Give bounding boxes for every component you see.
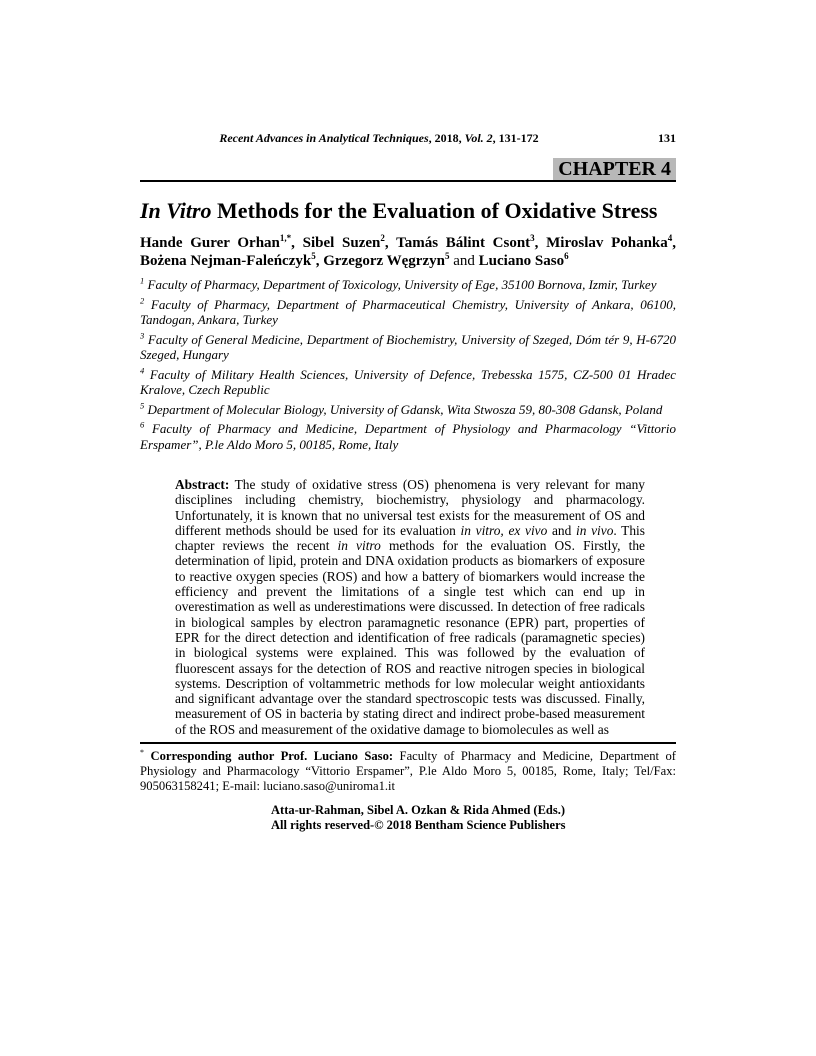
affiliation: $^1$ Faculty of Pharmacy, Department of Toxicology, University of Ege, 35100 Bornova, Izmir, Turkey xyxy=(140,275,657,292)
page-content xyxy=(140,0,676,832)
author: Hande Gurer Orhan$^{1,*}$ xyxy=(140,233,292,251)
abstract-paragraph: Abstract: The study of oxidative stress (OS) phenomena is very relevant for many disciplines including chemistry, biochemistry, physiology and pharmacology. Unfortunately, it is known that no universal test exists for the measurement of OS and different methods should be used for its evaluation in vitro, ex vivo and in vivo. This chapter reviews the recent in vitro methods for the evaluation OS. Firstly, the determination of lipid, protein and DNA oxidation products as biomarkers of exposure to reactive oxygen species (ROS) and how a battery of biomarkers would increase the efficiency and prevent the limitations of a single test which can end up in overestimation as well as underestimations were discussed. In detection of free radicals in biological samples by electron paramagnetic resonance (EPR) part, properties of EPR for the direct detection and identification of free radicals (paramagnetic species) in biological systems were explained. This was followed by the evaluation of fluorescent assays for the detection of ROS and reactive nitrogen species in biological systems. Description of voltammetric methods for low molecular weight antioxidants and significant advantage over the standard spectroscopic tests was discussed. Finally, measurement of OS in bacteria by stating direct and indirect probe-based measurement of the ROS and measurement of the oxidative damage to biomolecules as well as xyxy=(175,477,645,737)
chapter-badge: CHAPTER 4 xyxy=(553,158,676,180)
affiliation-superscript: 4 xyxy=(140,365,145,376)
chapter-title xyxy=(140,196,676,225)
author-superscript: 1,* xyxy=(279,233,292,243)
journal-reference xyxy=(140,131,618,146)
copyright-line: All rights reserved-© 2018 Bentham Science Publishers xyxy=(271,817,566,832)
author: , Grzegorz Węgrzyn$^5$ xyxy=(315,251,450,269)
affiliation: $^4$ Faculty of Military Health Sciences, University of Defence, Trebesska 1575, CZ-500 01 Hradec Kralove, Czech Republic xyxy=(140,365,676,397)
affiliation-superscript: 1 xyxy=(140,275,145,286)
author-superscript: 2 xyxy=(380,233,385,243)
author-superscript: 5 xyxy=(444,251,450,261)
affiliation-superscript: 3 xyxy=(140,330,145,341)
footnote-text: Faculty of Pharmacy and Medicine, Department of Physiology and Pharmacology “Vittorio Erspamer”, P.le Aldo Moro 5, 00185, Rome, Italy; Tel/Fax: 905063158241; E-mail: luciano.saso@uniroma1.it xyxy=(140,749,676,794)
affiliation: $^3$ Faculty of General Medicine, Department of Biochemistry, University of Szeged, Dóm tér 9, H-6720 Szeged, Hungary xyxy=(140,330,676,362)
affiliation-superscript: 2 xyxy=(140,295,145,306)
author: and Luciano Saso$^6$ xyxy=(449,251,569,269)
abstract-label: Abstract: xyxy=(175,477,230,492)
author-superscript: 3 xyxy=(530,233,535,243)
chapter-rule xyxy=(140,158,676,182)
page-number: 131 xyxy=(658,131,676,145)
affiliation: $^5$ Department of Molecular Biology, University of Gdansk, Wita Stwosza 59, 80-308 Gdansk, Poland xyxy=(140,400,663,417)
affiliation-superscript: 5 xyxy=(140,400,145,411)
journal-volume: Vol. 2 xyxy=(464,131,493,145)
authors-line xyxy=(140,234,676,270)
running-header xyxy=(140,131,676,146)
journal-year: , 2018, xyxy=(428,131,465,145)
footnote-asterisk: * xyxy=(140,747,144,757)
author: , Sibel Suzen$^2$ xyxy=(291,233,385,251)
footnote-label: Corresponding author Prof. Luciano Saso: xyxy=(144,749,394,764)
author-superscript: 6 xyxy=(564,251,569,261)
author: , Miroslav Pohanka$^4$ xyxy=(534,233,673,251)
affiliation-superscript: 6 xyxy=(140,419,145,430)
journal-pages: , 131-172 xyxy=(492,131,539,145)
chapter-title-rest: Methods for the Evaluation of Oxidative Stress xyxy=(211,198,658,223)
affiliation: $^6$ Faculty of Pharmacy and Medicine, Department of Physiology and Pharmacology “Vittorio Erspamer”, P.le Aldo Moro 5, 00185, Rome, Italy xyxy=(140,419,676,452)
affiliations xyxy=(140,277,676,452)
editors-line: Atta-ur-Rahman, Sibel A. Ozkan & Rida Ahmed (Eds.) xyxy=(271,803,566,818)
affiliation: $^2$ Faculty of Pharmacy, Department of Pharmaceutical Chemistry, University of Ankara, 06100, Tandogan, Ankara, Turkey xyxy=(140,295,676,327)
author-superscript: 5 xyxy=(311,251,316,261)
chapter-title-italic: In Vitro xyxy=(140,198,212,223)
journal-title: Recent Advances in Analytical Techniques xyxy=(219,131,429,145)
author-superscript: 4 xyxy=(667,233,673,243)
author: , Tamás Bálint Csont$^3$ xyxy=(384,233,535,251)
publisher-footer xyxy=(140,803,676,832)
corresponding-author-footnote xyxy=(140,742,676,794)
author: , Bożena Nejman-Faleńczyk$^5$ xyxy=(140,235,677,269)
